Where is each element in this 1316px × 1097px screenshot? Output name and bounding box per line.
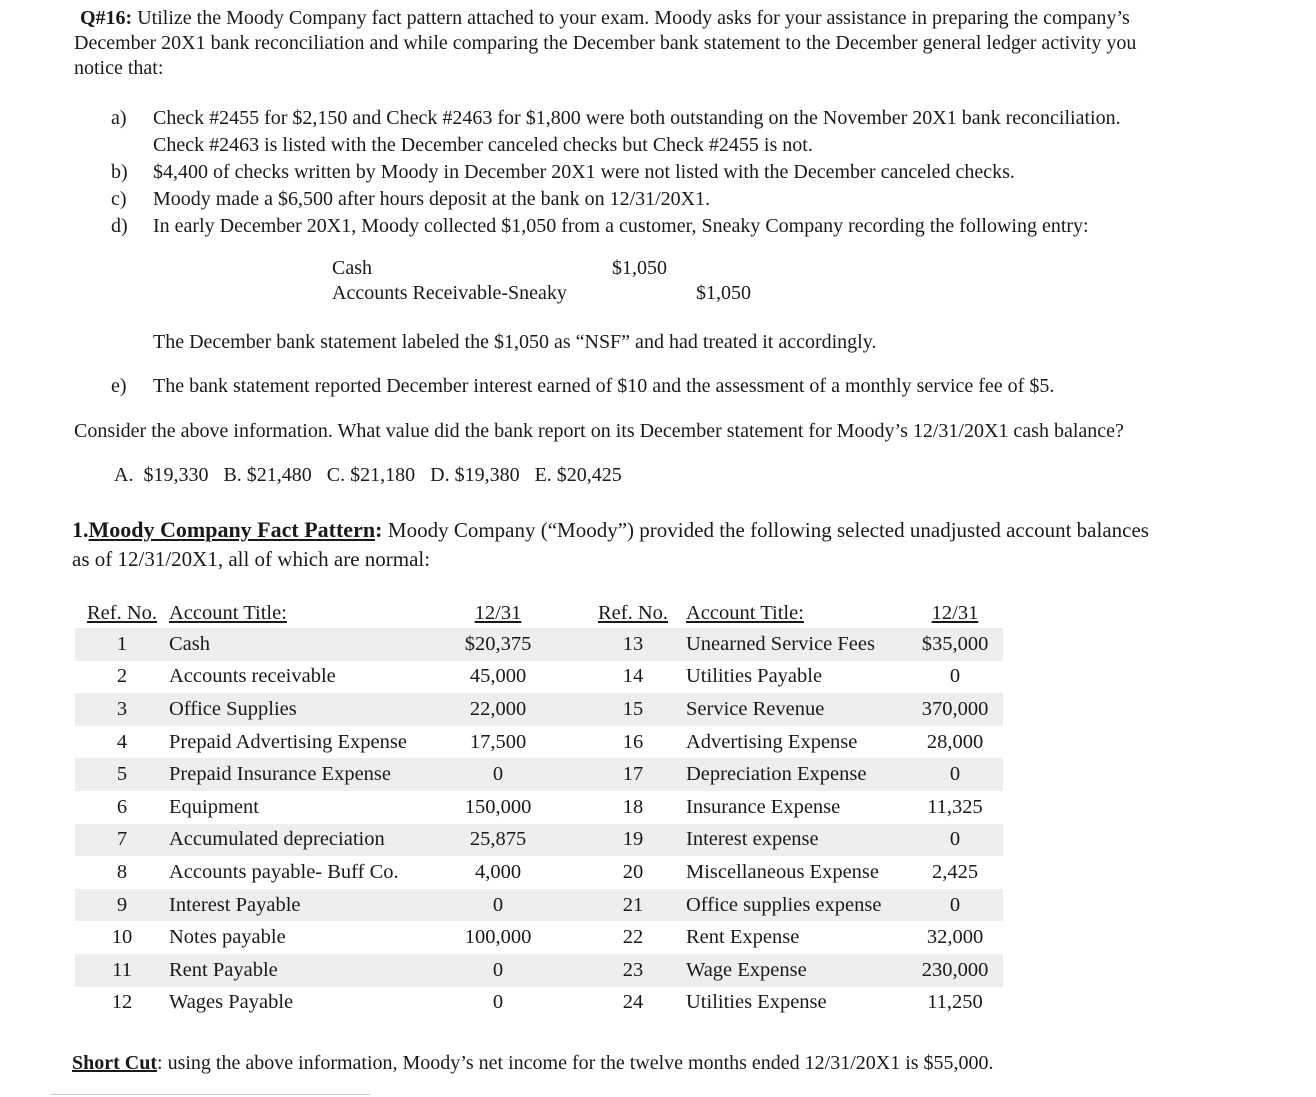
table-row — [75, 726, 1003, 759]
table-row — [75, 856, 1003, 889]
entry-debit-amount: $1,050 — [612, 257, 667, 279]
item-a-marker: a) — [111, 107, 127, 129]
table-row — [75, 693, 1003, 726]
ref-no: 10 — [111, 926, 133, 949]
question-intro-line2: December 20X1 bank reconciliation and while comparing the December bank statement to the December general ledger activity you — [74, 32, 1137, 54]
question-label: Q#16: — [80, 7, 133, 29]
ref-no: 12 — [111, 991, 133, 1014]
balance-2: 230,000 — [915, 954, 995, 987]
item-b-marker: b) — [111, 161, 128, 183]
account-title: Accounts payable- Buff Co. — [169, 860, 399, 883]
short-cut-label: Short Cut — [72, 1052, 158, 1074]
table-row — [75, 628, 1003, 661]
item-a-line1: Check #2455 for $2,150 and Check #2463 for $1,800 were both outstanding on the November 20X1 bank reconciliation. — [153, 107, 1121, 129]
ref-no-2: 15 — [586, 693, 680, 726]
ref-no: 11 — [75, 954, 169, 987]
question-prompt: Consider the above information. What value did the bank report on its December statement for Moody’s 12/31/20X1 cash balance? — [74, 420, 1124, 442]
balance-2: 11,325 — [927, 795, 983, 818]
item-e-marker: e) — [111, 375, 127, 397]
ref-no: 3 — [75, 693, 169, 726]
fact-pattern-colon: : — [375, 517, 383, 542]
table-row — [75, 758, 1003, 791]
ref-no-2: 13 — [586, 628, 680, 661]
balance-2: 11,250 — [927, 991, 983, 1014]
item-b-text: $4,400 of checks written by Moody in December 20X1 were not listed with the December canceled checks. — [153, 161, 1015, 183]
table-row — [75, 661, 1003, 694]
question-intro-line3: notice that: — [74, 57, 164, 79]
balance-2: 0 — [915, 758, 995, 791]
header-date-2: 12/31 — [931, 601, 979, 624]
ref-no-2: 20 — [622, 860, 644, 883]
account-title: Prepaid Insurance Expense — [169, 758, 456, 791]
item-d-marker: d) — [111, 215, 128, 237]
account-title: Equipment — [169, 795, 259, 818]
item-c-text: Moody made a $6,500 after hours deposit at the bank on 12/31/20X1. — [153, 188, 711, 210]
table-row — [75, 954, 1003, 987]
fact-pattern-text: Moody Company (“Moody”) provided the following selected unadjusted account balances — [387, 518, 1149, 542]
item-d-text: In early December 20X1, Moody collected $1,050 from a customer, Sneaky Company recording the following entry: — [153, 215, 1089, 237]
balance-2: 28,000 — [926, 730, 984, 753]
account-title: Interest Payable — [169, 889, 456, 922]
account-title: Prepaid Advertising Expense — [169, 730, 407, 753]
account-title-2: Wage Expense — [680, 954, 915, 987]
ref-no: 5 — [75, 758, 169, 791]
ref-no-2: 21 — [586, 889, 680, 922]
ref-no: 1 — [75, 628, 169, 661]
nsf-note: The December bank statement labeled the $1,050 as “NSF” and had treated it accordingly. — [153, 331, 877, 353]
header-ref-no-2: Ref. No. — [597, 601, 669, 624]
balance-2: 32,000 — [926, 926, 984, 949]
account-title-2: Rent Expense — [686, 926, 800, 949]
balance: 45,000 — [469, 665, 527, 688]
balance: 17,500 — [469, 730, 527, 753]
ref-no-2: 18 — [622, 795, 644, 818]
balance-2: 2,425 — [931, 860, 979, 883]
entry-credit-account: Accounts Receivable-Sneaky — [332, 282, 567, 304]
balance: 150,000 — [464, 795, 532, 818]
table-row — [75, 921, 1003, 954]
account-title: Rent Payable — [169, 954, 456, 987]
fact-pattern-number: 1. — [72, 517, 89, 542]
account-title: Notes payable — [169, 926, 286, 949]
balance: 100,000 — [464, 926, 532, 949]
entry-debit-account: Cash — [332, 257, 372, 279]
table-row — [75, 791, 1003, 824]
ref-no-2: 14 — [622, 665, 644, 688]
account-title: Wages Payable — [169, 991, 294, 1014]
account-title: Accumulated depreciation — [169, 824, 456, 857]
balance-2: 0 — [915, 824, 995, 857]
table-header-row — [75, 598, 1003, 628]
header-date: 12/31 — [474, 601, 522, 624]
header-account-title-2: Account Title: — [686, 601, 804, 624]
question-intro-text: Utilize the Moody Company fact pattern attached to your exam. Moody asks for your assistance in preparing the company’s — [137, 7, 1130, 29]
ref-no-2: 22 — [622, 926, 644, 949]
ref-no-2: 17 — [586, 758, 680, 791]
balance-2: 0 — [949, 665, 961, 688]
header-ref-no: Ref. No. — [86, 601, 158, 624]
fact-pattern-title: Moody Company Fact Pattern — [88, 517, 376, 542]
balance: 0 — [456, 758, 540, 791]
account-title-2: Interest expense — [680, 824, 915, 857]
account-title: Office Supplies — [169, 693, 456, 726]
short-cut-note — [72, 1051, 994, 1076]
fact-pattern-heading — [72, 516, 1149, 544]
account-title-2: Depreciation Expense — [680, 758, 915, 791]
item-c-marker: c) — [111, 188, 127, 210]
account-title: Cash — [169, 628, 456, 661]
ref-no-2: 16 — [622, 730, 644, 753]
ref-no: 2 — [116, 665, 128, 688]
table-row — [75, 824, 1003, 857]
ref-no-2: 23 — [586, 954, 680, 987]
account-title: Accounts receivable — [169, 665, 336, 688]
balance-2: 0 — [915, 889, 995, 922]
fact-pattern-text-line2: as of 12/31/20X1, all of which are normal: — [72, 547, 431, 571]
account-title-2: Service Revenue — [680, 693, 915, 726]
account-title-2: Unearned Service Fees — [680, 628, 915, 661]
balance: 0 — [456, 889, 540, 922]
table-row — [75, 987, 1003, 1020]
entry-credit-amount: $1,050 — [696, 282, 751, 304]
account-title-2: Utilities Payable — [686, 665, 823, 688]
balance: 22,000 — [456, 693, 540, 726]
balance: 0 — [456, 954, 540, 987]
balance: 25,875 — [456, 824, 540, 857]
header-account-title: Account Title: — [169, 601, 287, 624]
ref-no: 9 — [75, 889, 169, 922]
balance-2: $35,000 — [915, 628, 995, 661]
ref-no: 7 — [75, 824, 169, 857]
short-cut-text: : using the above information, Moody’s net income for the twelve months ended 12/31/20X1 is $55,000. — [157, 1052, 994, 1074]
account-title-2: Insurance Expense — [686, 795, 841, 818]
ref-no-2: 24 — [622, 991, 644, 1014]
ref-no: 8 — [116, 860, 128, 883]
account-title-2: Utilities Expense — [686, 991, 827, 1014]
answer-choices: A. $19,330 B. $21,480 C. $21,180 D. $19,380 E. $20,425 — [114, 464, 622, 486]
balance: $20,375 — [456, 628, 540, 661]
account-title-2: Miscellaneous Expense — [686, 860, 879, 883]
table-row — [75, 889, 1003, 922]
item-e-text: The bank statement reported December interest earned of $10 and the assessment of a monthly service fee of $5. — [153, 375, 1055, 397]
account-title-2: Office supplies expense — [680, 889, 915, 922]
question-intro-line1 — [80, 6, 1130, 31]
ref-no: 6 — [116, 795, 128, 818]
account-title-2: Advertising Expense — [686, 730, 858, 753]
balance: 0 — [492, 991, 504, 1014]
balance: 4,000 — [474, 860, 522, 883]
item-a-line2: Check #2463 is listed with the December canceled checks but Check #2455 is not. — [153, 134, 813, 156]
balance-2: 370,000 — [915, 693, 995, 726]
ref-no: 4 — [116, 730, 128, 753]
divider — [50, 1094, 370, 1095]
account-balances-table — [75, 598, 1003, 1019]
ref-no-2: 19 — [586, 824, 680, 857]
